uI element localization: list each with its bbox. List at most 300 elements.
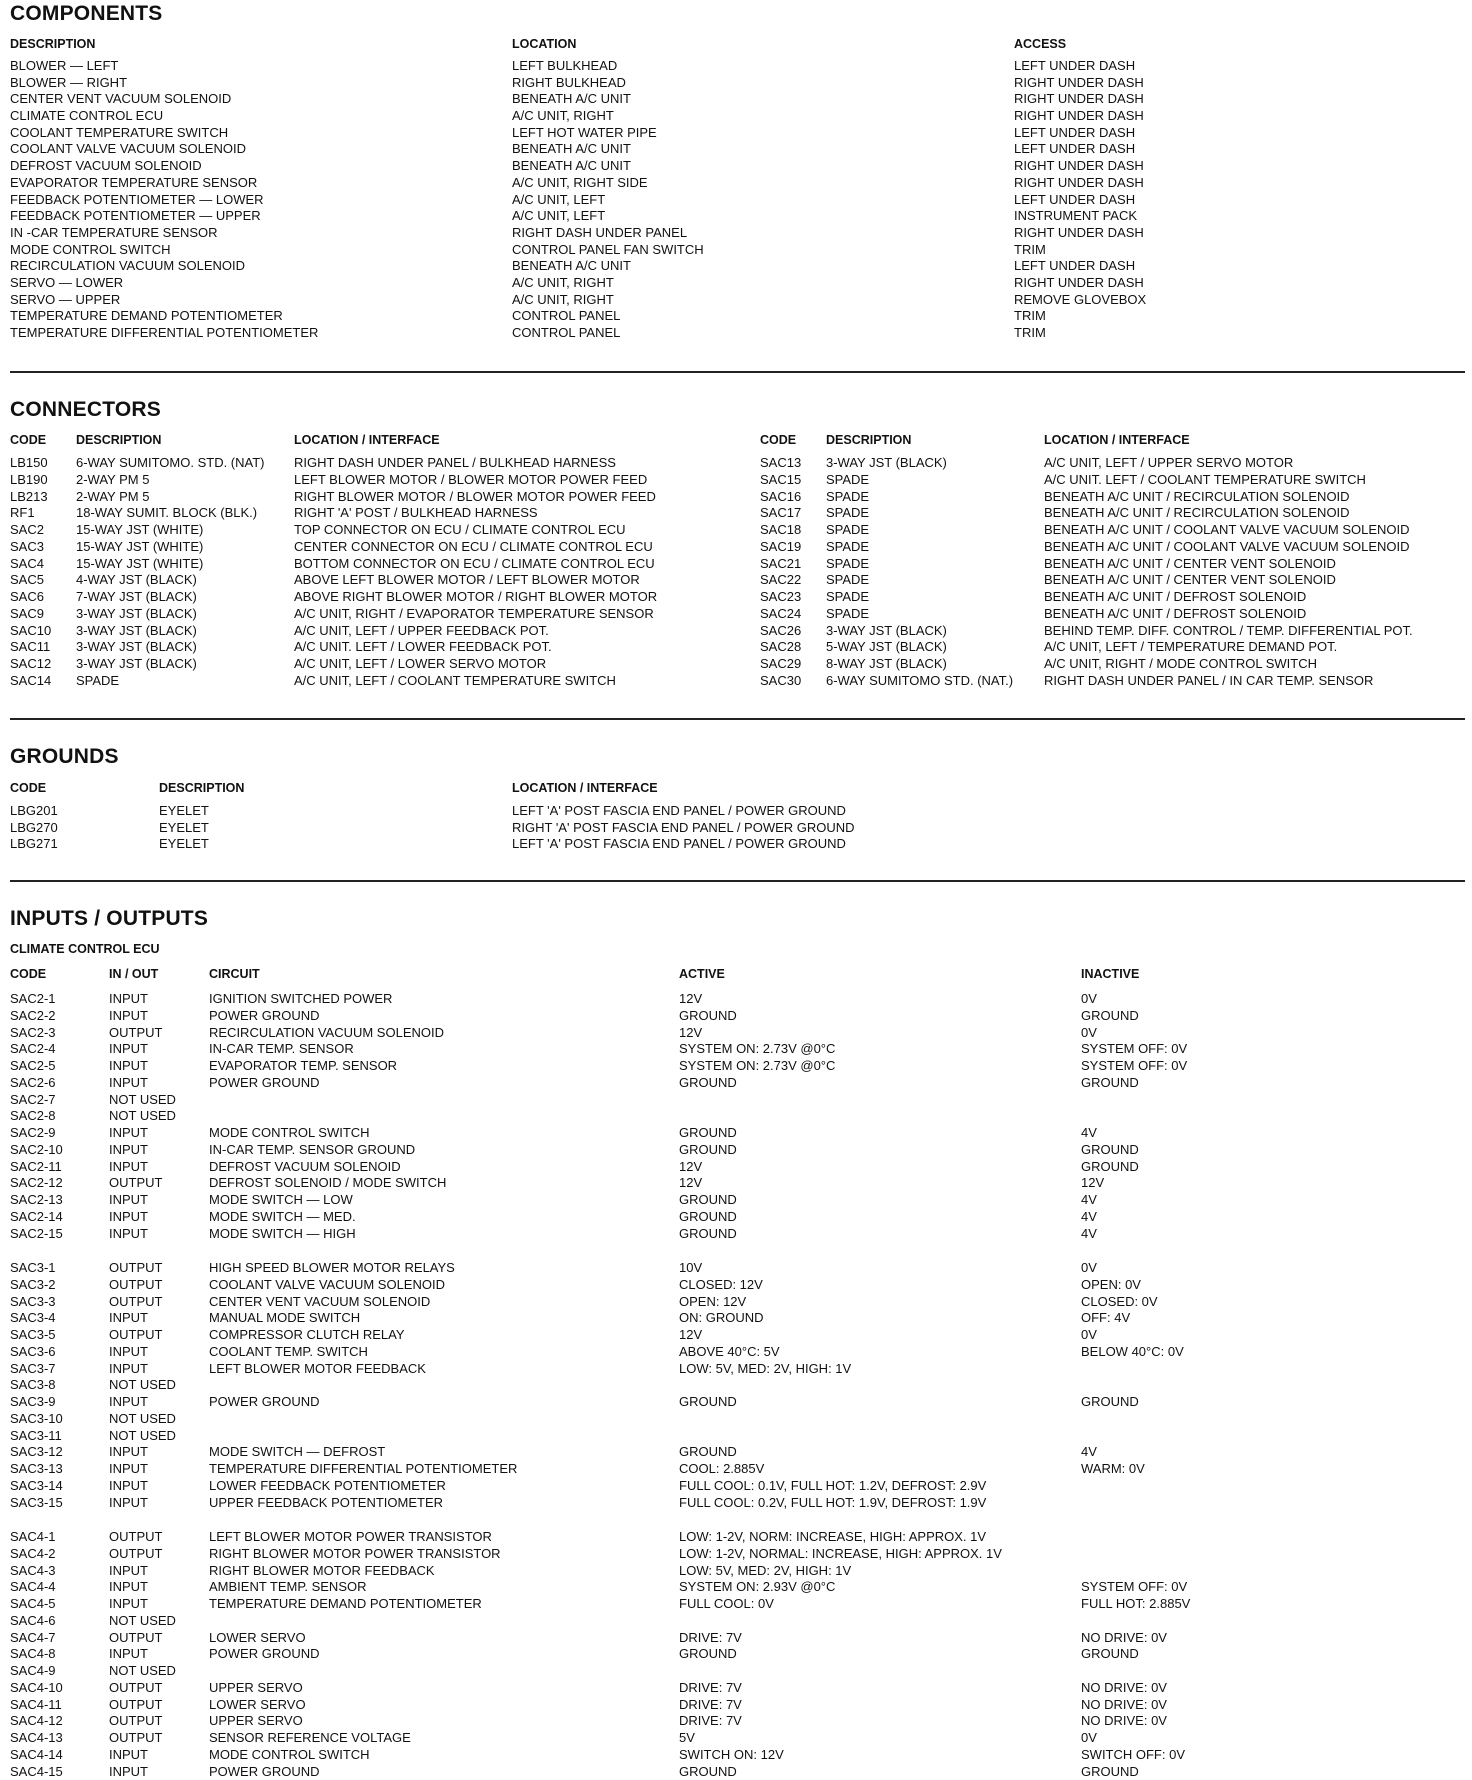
io-inactive-cell xyxy=(1081,1613,1190,1630)
component-location-cell: LEFT BULKHEAD xyxy=(512,58,704,75)
io-inactive-cell: NO DRIVE: 0V xyxy=(1081,1713,1190,1730)
connector-description-cell: 2-WAY PM 5 xyxy=(76,489,265,506)
io-code-cell: SAC3-6 xyxy=(10,1344,63,1361)
io-inactive-cell xyxy=(1081,1377,1184,1394)
io-active-cell: GROUND xyxy=(679,1764,1002,1780)
component-description-cell: COOLANT TEMPERATURE SWITCH xyxy=(10,125,318,142)
grounds-location-header: LOCATION / INTERFACE xyxy=(512,781,658,795)
io-circuit-cell: COOLANT TEMP. SWITCH xyxy=(209,1344,517,1361)
io-active-cell: COOL: 2.885V xyxy=(679,1461,986,1478)
connector-description-cell: 3-WAY JST (BLACK) xyxy=(826,455,1013,472)
ground-code-cell: LBG270 xyxy=(10,820,58,837)
connector-location-cell: LEFT BLOWER MOTOR / BLOWER MOTOR POWER FEED xyxy=(294,472,657,489)
component-access-cell: RIGHT UNDER DASH xyxy=(1014,158,1146,175)
io-code-cell: SAC4-13 xyxy=(10,1730,63,1747)
connector-location-cell: RIGHT 'A' POST / BULKHEAD HARNESS xyxy=(294,505,657,522)
io-circuit-cell: POWER GROUND xyxy=(209,1394,517,1411)
io-active-cell: DRIVE: 7V xyxy=(679,1697,1002,1714)
io-inout-column xyxy=(109,1260,176,1511)
connector-location-cell: BENEATH A/C UNIT / DEFROST SOLENOID xyxy=(1044,589,1413,606)
io-active-cell: 12V xyxy=(679,1025,835,1042)
io-inout-cell: INPUT xyxy=(109,1461,176,1478)
component-access-cell: LEFT UNDER DASH xyxy=(1014,192,1146,209)
io-active-cell xyxy=(679,1411,986,1428)
component-location-cell: CONTROL PANEL FAN SWITCH xyxy=(512,242,704,259)
io-inout-cell: INPUT xyxy=(109,1596,176,1613)
io-code-cell: SAC2-13 xyxy=(10,1192,63,1209)
connector-location-cell: TOP CONNECTOR ON ECU / CLIMATE CONTROL ECU xyxy=(294,522,657,539)
ground-description-cell: EYELET xyxy=(159,803,209,820)
connector-code-cell: SAC3 xyxy=(10,539,51,556)
connector-code-cell: SAC14 xyxy=(10,673,51,690)
connector-location-cell: BENEATH A/C UNIT / DEFROST SOLENOID xyxy=(1044,606,1413,623)
io-inout-cell: INPUT xyxy=(109,991,176,1008)
connector-code-cell: SAC30 xyxy=(760,673,801,690)
connector-location-cell: RIGHT DASH UNDER PANEL / IN CAR TEMP. SENSOR xyxy=(1044,673,1413,690)
io-active-cell: GROUND xyxy=(679,1192,835,1209)
io-inout-cell: INPUT xyxy=(109,1478,176,1495)
connector-code-cell: SAC24 xyxy=(760,606,801,623)
io-circuit-cell: MODE SWITCH — MED. xyxy=(209,1209,446,1226)
io-code-cell: SAC4-1 xyxy=(10,1529,63,1546)
connector-code-cell: SAC16 xyxy=(760,489,801,506)
io-inout-cell: INPUT xyxy=(109,1310,176,1327)
io-circuit-cell: MODE CONTROL SWITCH xyxy=(209,1125,446,1142)
connector-code-cell: SAC13 xyxy=(760,455,801,472)
ground-code-column xyxy=(10,803,58,853)
io-active-cell: SYSTEM ON: 2.73V @0°C xyxy=(679,1041,835,1058)
grounds-description-header: DESCRIPTION xyxy=(159,781,244,795)
connector-description-cell: SPADE xyxy=(826,539,1013,556)
io-active-cell xyxy=(679,1377,986,1394)
connector-description-cell: 7-WAY JST (BLACK) xyxy=(76,589,265,606)
io-circuit-cell: RECIRCULATION VACUUM SOLENOID xyxy=(209,1025,446,1042)
io-active-cell: GROUND xyxy=(679,1075,835,1092)
io-inactive-column xyxy=(1081,1529,1190,1780)
io-circuit-cell xyxy=(209,1108,446,1125)
io-inactive-cell: 12V xyxy=(1081,1175,1187,1192)
io-inactive-cell xyxy=(1081,1108,1187,1125)
io-active-cell: DRIVE: 7V xyxy=(679,1630,1002,1647)
connector-location-cell: BENEATH A/C UNIT / RECIRCULATION SOLENOID xyxy=(1044,505,1413,522)
component-description-cell: SERVO — UPPER xyxy=(10,292,318,309)
connector-description-cell: 6-WAY SUMITOMO. STD. (NAT) xyxy=(76,455,265,472)
io-inactive-cell: SWITCH OFF: 0V xyxy=(1081,1747,1190,1764)
io-circuit-cell: SENSOR REFERENCE VOLTAGE xyxy=(209,1730,501,1747)
connector-code-cell: SAC17 xyxy=(760,505,801,522)
io-circuit-cell: COMPRESSOR CLUTCH RELAY xyxy=(209,1327,517,1344)
io-circuit-cell: MODE SWITCH — HIGH xyxy=(209,1226,446,1243)
io-inactive-column xyxy=(1081,1260,1184,1511)
io-active-cell: 12V xyxy=(679,1327,986,1344)
connector-description-column xyxy=(76,455,265,690)
io-active-cell: SYSTEM ON: 2.73V @0°C xyxy=(679,1058,835,1075)
connector-description-cell: 15-WAY JST (WHITE) xyxy=(76,539,265,556)
connectors-location-header-right: LOCATION / INTERFACE xyxy=(1044,433,1190,447)
io-inactive-cell xyxy=(1081,1428,1184,1445)
component-description-cell: MODE CONTROL SWITCH xyxy=(10,242,318,259)
connector-location-cell: A/C UNIT, LEFT / LOWER SERVO MOTOR xyxy=(294,656,657,673)
io-circuit-cell: POWER GROUND xyxy=(209,1075,446,1092)
connector-location-cell: BENEATH A/C UNIT / CENTER VENT SOLENOID xyxy=(1044,556,1413,573)
connector-description-cell: 3-WAY JST (BLACK) xyxy=(76,623,265,640)
components-description-header: DESCRIPTION xyxy=(10,37,95,51)
io-inactive-cell: 0V xyxy=(1081,1260,1184,1277)
component-access-cell: LEFT UNDER DASH xyxy=(1014,58,1146,75)
io-circuit-cell: IN-CAR TEMP. SENSOR GROUND xyxy=(209,1142,446,1159)
io-active-cell: SWITCH ON: 12V xyxy=(679,1747,1002,1764)
io-inout-column xyxy=(109,1529,176,1780)
io-code-cell: SAC3-5 xyxy=(10,1327,63,1344)
connector-code-cell: SAC11 xyxy=(10,639,51,656)
connector-code-cell: SAC29 xyxy=(760,656,801,673)
connector-description-cell: SPADE xyxy=(826,522,1013,539)
connector-location-cell: ABOVE RIGHT BLOWER MOTOR / RIGHT BLOWER MOTOR xyxy=(294,589,657,606)
connector-code-cell: SAC10 xyxy=(10,623,51,640)
io-active-cell: 5V xyxy=(679,1730,1002,1747)
io-inactive-cell: 0V xyxy=(1081,1025,1187,1042)
connector-code-cell: SAC5 xyxy=(10,572,51,589)
io-code-cell: SAC4-15 xyxy=(10,1764,63,1780)
io-circuit-cell xyxy=(209,1411,517,1428)
io-code-column xyxy=(10,1260,63,1511)
connector-description-cell: 3-WAY JST (BLACK) xyxy=(76,656,265,673)
io-active-cell: 12V xyxy=(679,1175,835,1192)
component-description-cell: DEFROST VACUUM SOLENOID xyxy=(10,158,318,175)
io-code-cell: SAC2-12 xyxy=(10,1175,63,1192)
ground-code-cell: LBG201 xyxy=(10,803,58,820)
io-circuit-cell: LEFT BLOWER MOTOR POWER TRANSISTOR xyxy=(209,1529,501,1546)
connector-location-cell: A/C UNIT, RIGHT / MODE CONTROL SWITCH xyxy=(1044,656,1413,673)
io-circuit-cell xyxy=(209,1092,446,1109)
io-code-cell: SAC4-14 xyxy=(10,1747,63,1764)
io-circuit-cell: CENTER VENT VACUUM SOLENOID xyxy=(209,1294,517,1311)
io-active-cell: GROUND xyxy=(679,1444,986,1461)
io-inout-cell: OUTPUT xyxy=(109,1025,176,1042)
io-inout-cell: INPUT xyxy=(109,1075,176,1092)
io-inactive-cell: NO DRIVE: 0V xyxy=(1081,1680,1190,1697)
connector-location-cell: A/C UNIT, LEFT / UPPER FEEDBACK POT. xyxy=(294,623,657,640)
io-inactive-cell: 4V xyxy=(1081,1125,1187,1142)
io-inout-cell: OUTPUT xyxy=(109,1680,176,1697)
connector-location-cell: BENEATH A/C UNIT / COOLANT VALVE VACUUM SOLENOID xyxy=(1044,539,1413,556)
component-description-column xyxy=(10,58,318,342)
io-inactive-cell: NO DRIVE: 0V xyxy=(1081,1697,1190,1714)
connector-description-cell: 15-WAY JST (WHITE) xyxy=(76,522,265,539)
io-circuit-column xyxy=(209,1529,501,1780)
io-inactive-cell: NO DRIVE: 0V xyxy=(1081,1630,1190,1647)
io-active-cell: 12V xyxy=(679,1159,835,1176)
io-active-column xyxy=(679,991,835,1242)
io-inout-cell: INPUT xyxy=(109,1226,176,1243)
io-code-cell: SAC4-5 xyxy=(10,1596,63,1613)
io-active-cell: DRIVE: 7V xyxy=(679,1713,1002,1730)
io-code-cell: SAC3-11 xyxy=(10,1428,63,1445)
component-access-cell: LEFT UNDER DASH xyxy=(1014,125,1146,142)
io-code-cell: SAC3-12 xyxy=(10,1444,63,1461)
ground-description-cell: EYELET xyxy=(159,820,209,837)
io-inactive-cell: OFF: 4V xyxy=(1081,1310,1184,1327)
io-circuit-column xyxy=(209,991,446,1242)
connector-description-cell: 5-WAY JST (BLACK) xyxy=(826,639,1013,656)
ground-location-cell: RIGHT 'A' POST FASCIA END PANEL / POWER GROUND xyxy=(512,820,855,837)
ground-code-cell: LBG271 xyxy=(10,836,58,853)
connector-description-cell: SPADE xyxy=(76,673,265,690)
io-code-header: CODE xyxy=(10,967,46,981)
section-divider xyxy=(10,718,1465,720)
component-location-cell: CONTROL PANEL xyxy=(512,325,704,342)
io-circuit-cell: AMBIENT TEMP. SENSOR xyxy=(209,1579,501,1596)
io-code-cell: SAC3-8 xyxy=(10,1377,63,1394)
io-code-cell: SAC3-13 xyxy=(10,1461,63,1478)
io-inactive-cell: GROUND xyxy=(1081,1646,1190,1663)
component-access-cell: LEFT UNDER DASH xyxy=(1014,141,1146,158)
io-circuit-cell: POWER GROUND xyxy=(209,1008,446,1025)
io-inout-cell: INPUT xyxy=(109,1361,176,1378)
connector-description-cell: 3-WAY JST (BLACK) xyxy=(76,606,265,623)
connector-location-cell: A/C UNIT, LEFT / UPPER SERVO MOTOR xyxy=(1044,455,1413,472)
io-inactive-cell: BELOW 40°C: 0V xyxy=(1081,1344,1184,1361)
io-inout-cell: OUTPUT xyxy=(109,1260,176,1277)
io-circuit-cell: POWER GROUND xyxy=(209,1764,501,1780)
io-circuit-cell: MANUAL MODE SWITCH xyxy=(209,1310,517,1327)
component-description-cell: FEEDBACK POTENTIOMETER — UPPER xyxy=(10,208,318,225)
component-access-cell: INSTRUMENT PACK xyxy=(1014,208,1146,225)
component-description-cell: BLOWER — LEFT xyxy=(10,58,318,75)
io-active-cell: GROUND xyxy=(679,1646,1002,1663)
io-inactive-cell: 4V xyxy=(1081,1192,1187,1209)
component-location-cell: RIGHT DASH UNDER PANEL xyxy=(512,225,704,242)
io-circuit-cell: POWER GROUND xyxy=(209,1646,501,1663)
io-active-cell: LOW: 1-2V, NORMAL: INCREASE, HIGH: APPROX. 1V xyxy=(679,1546,1002,1563)
io-inout-cell: INPUT xyxy=(109,1008,176,1025)
io-circuit-cell: LEFT BLOWER MOTOR FEEDBACK xyxy=(209,1361,517,1378)
io-inout-cell: INPUT xyxy=(109,1041,176,1058)
io-inactive-cell xyxy=(1081,1563,1190,1580)
io-inout-cell: INPUT xyxy=(109,1646,176,1663)
component-description-cell: COOLANT VALVE VACUUM SOLENOID xyxy=(10,141,318,158)
io-code-column xyxy=(10,1529,63,1780)
io-inactive-column xyxy=(1081,991,1187,1242)
io-inout-cell: OUTPUT xyxy=(109,1546,176,1563)
component-access-cell: RIGHT UNDER DASH xyxy=(1014,225,1146,242)
io-code-cell: SAC3-9 xyxy=(10,1394,63,1411)
components-title: COMPONENTS xyxy=(10,2,163,26)
connector-description-cell: SPADE xyxy=(826,606,1013,623)
component-location-cell: BENEATH A/C UNIT xyxy=(512,91,704,108)
io-active-cell: GROUND xyxy=(679,1142,835,1159)
io-circuit-cell: TEMPERATURE DIFFERENTIAL POTENTIOMETER xyxy=(209,1461,517,1478)
io-inout-cell: INPUT xyxy=(109,1209,176,1226)
io-code-cell: SAC2-3 xyxy=(10,1025,63,1042)
io-circuit-cell: RIGHT BLOWER MOTOR FEEDBACK xyxy=(209,1563,501,1580)
connectors-description-header-right: DESCRIPTION xyxy=(826,433,911,447)
component-location-column xyxy=(512,58,704,342)
connector-code-cell: SAC12 xyxy=(10,656,51,673)
io-code-cell: SAC4-9 xyxy=(10,1663,63,1680)
connector-location-cell: ABOVE LEFT BLOWER MOTOR / LEFT BLOWER MOTOR xyxy=(294,572,657,589)
io-inactive-cell: GROUND xyxy=(1081,1075,1187,1092)
io-inactive-cell: 4V xyxy=(1081,1444,1184,1461)
io-active-cell xyxy=(679,1613,1002,1630)
component-location-cell: BENEATH A/C UNIT xyxy=(512,158,704,175)
io-code-cell: SAC2-2 xyxy=(10,1008,63,1025)
io-active-column xyxy=(679,1529,1002,1780)
connector-description-cell: SPADE xyxy=(826,472,1013,489)
component-location-cell: RIGHT BULKHEAD xyxy=(512,75,704,92)
component-location-cell: BENEATH A/C UNIT xyxy=(512,258,704,275)
component-access-cell: LEFT UNDER DASH xyxy=(1014,258,1146,275)
component-description-cell: TEMPERATURE DEMAND POTENTIOMETER xyxy=(10,308,318,325)
component-access-cell: REMOVE GLOVEBOX xyxy=(1014,292,1146,309)
io-active-cell: DRIVE: 7V xyxy=(679,1680,1002,1697)
io-active-cell: SYSTEM ON: 2.93V @0°C xyxy=(679,1579,1002,1596)
io-circuit-cell: MODE SWITCH — DEFROST xyxy=(209,1444,517,1461)
component-location-cell: A/C UNIT, LEFT xyxy=(512,208,704,225)
io-inout-cell: NOT USED xyxy=(109,1377,176,1394)
connector-code-cell: SAC18 xyxy=(760,522,801,539)
component-access-cell: TRIM xyxy=(1014,308,1146,325)
io-circuit-cell: DEFROST SOLENOID / MODE SWITCH xyxy=(209,1175,446,1192)
component-access-cell: RIGHT UNDER DASH xyxy=(1014,175,1146,192)
io-code-cell: SAC3-2 xyxy=(10,1277,63,1294)
connector-code-cell: LB190 xyxy=(10,472,51,489)
io-circuit-cell: UPPER FEEDBACK POTENTIOMETER xyxy=(209,1495,517,1512)
component-description-cell: FEEDBACK POTENTIOMETER — LOWER xyxy=(10,192,318,209)
io-inout-cell: INPUT xyxy=(109,1579,176,1596)
io-code-cell: SAC3-10 xyxy=(10,1411,63,1428)
connector-location-cell: BOTTOM CONNECTOR ON ECU / CLIMATE CONTROL ECU xyxy=(294,556,657,573)
io-circuit-cell: UPPER SERVO xyxy=(209,1680,501,1697)
io-circuit-cell: HIGH SPEED BLOWER MOTOR RELAYS xyxy=(209,1260,517,1277)
io-inout-header: IN / OUT xyxy=(109,967,158,981)
io-code-cell: SAC2-9 xyxy=(10,1125,63,1142)
io-inout-cell: INPUT xyxy=(109,1344,176,1361)
section-divider xyxy=(10,371,1465,373)
io-active-cell: FULL COOL: 0V xyxy=(679,1596,1002,1613)
component-location-cell: A/C UNIT, RIGHT xyxy=(512,292,704,309)
connector-description-cell: 8-WAY JST (BLACK) xyxy=(826,656,1013,673)
connector-location-cell: BENEATH A/C UNIT / CENTER VENT SOLENOID xyxy=(1044,572,1413,589)
io-subtitle: CLIMATE CONTROL ECU xyxy=(10,942,160,956)
io-circuit-cell: TEMPERATURE DEMAND POTENTIOMETER xyxy=(209,1596,501,1613)
io-inout-cell: INPUT xyxy=(109,1058,176,1075)
io-circuit-cell: UPPER SERVO xyxy=(209,1713,501,1730)
connector-code-cell: SAC26 xyxy=(760,623,801,640)
connector-code-column xyxy=(760,455,801,690)
io-inactive-cell: 4V xyxy=(1081,1226,1187,1243)
io-inactive-cell: GROUND xyxy=(1081,1764,1190,1780)
io-inactive-cell: GROUND xyxy=(1081,1142,1187,1159)
io-inout-cell: INPUT xyxy=(109,1125,176,1142)
connector-location-cell: CENTER CONNECTOR ON ECU / CLIMATE CONTROL ECU xyxy=(294,539,657,556)
component-location-cell: A/C UNIT, LEFT xyxy=(512,192,704,209)
io-inout-cell: INPUT xyxy=(109,1495,176,1512)
io-inout-cell: NOT USED xyxy=(109,1411,176,1428)
io-inout-cell: OUTPUT xyxy=(109,1294,176,1311)
connector-description-cell: SPADE xyxy=(826,489,1013,506)
ground-location-cell: LEFT 'A' POST FASCIA END PANEL / POWER GROUND xyxy=(512,803,855,820)
io-active-cell xyxy=(679,1108,835,1125)
io-inactive-cell xyxy=(1081,1546,1190,1563)
io-code-cell: SAC4-11 xyxy=(10,1697,63,1714)
io-code-cell: SAC4-2 xyxy=(10,1546,63,1563)
io-inactive-cell xyxy=(1081,1411,1184,1428)
io-code-cell: SAC2-8 xyxy=(10,1108,63,1125)
io-code-cell: SAC2-5 xyxy=(10,1058,63,1075)
io-inout-cell: OUTPUT xyxy=(109,1277,176,1294)
connector-location-column xyxy=(1044,455,1413,690)
component-description-cell: EVAPORATOR TEMPERATURE SENSOR xyxy=(10,175,318,192)
connector-description-cell: 6-WAY SUMITOMO STD. (NAT.) xyxy=(826,673,1013,690)
section-divider xyxy=(10,880,1465,882)
connector-code-cell: SAC28 xyxy=(760,639,801,656)
io-code-cell: SAC3-4 xyxy=(10,1310,63,1327)
connector-description-cell: 15-WAY JST (WHITE) xyxy=(76,556,265,573)
connector-code-cell: RF1 xyxy=(10,505,51,522)
io-code-cell: SAC3-1 xyxy=(10,1260,63,1277)
io-code-cell: SAC2-4 xyxy=(10,1041,63,1058)
io-active-cell: GROUND xyxy=(679,1209,835,1226)
connector-description-cell: 2-WAY PM 5 xyxy=(76,472,265,489)
io-inout-cell: INPUT xyxy=(109,1764,176,1780)
ground-location-column xyxy=(512,803,855,853)
io-code-cell: SAC4-8 xyxy=(10,1646,63,1663)
component-location-cell: A/C UNIT, RIGHT SIDE xyxy=(512,175,704,192)
io-circuit-header: CIRCUIT xyxy=(209,967,260,981)
io-active-cell: 10V xyxy=(679,1260,986,1277)
io-circuit-cell: LOWER SERVO xyxy=(209,1697,501,1714)
io-active-cell: GROUND xyxy=(679,1125,835,1142)
components-access-header: ACCESS xyxy=(1014,37,1066,51)
io-circuit-cell: IN-CAR TEMP. SENSOR xyxy=(209,1041,446,1058)
connectors-description-header: DESCRIPTION xyxy=(76,433,161,447)
component-location-cell: A/C UNIT, RIGHT xyxy=(512,275,704,292)
connector-location-cell: A/C UNIT. LEFT / LOWER FEEDBACK POT. xyxy=(294,639,657,656)
io-title: INPUTS / OUTPUTS xyxy=(10,907,208,931)
io-code-cell: SAC4-12 xyxy=(10,1713,63,1730)
io-inout-cell: OUTPUT xyxy=(109,1630,176,1647)
io-inactive-cell: WARM: 0V xyxy=(1081,1461,1184,1478)
io-circuit-cell: RIGHT BLOWER MOTOR POWER TRANSISTOR xyxy=(209,1546,501,1563)
io-active-cell: LOW: 1-2V, NORM: INCREASE, HIGH: APPROX. 1V xyxy=(679,1529,1002,1546)
io-code-cell: SAC3-7 xyxy=(10,1361,63,1378)
io-inout-cell: INPUT xyxy=(109,1444,176,1461)
io-inactive-cell: SYSTEM OFF: 0V xyxy=(1081,1041,1187,1058)
io-inactive-cell: OPEN: 0V xyxy=(1081,1277,1184,1294)
io-code-cell: SAC2-6 xyxy=(10,1075,63,1092)
connector-description-column xyxy=(826,455,1013,690)
component-location-cell: LEFT HOT WATER PIPE xyxy=(512,125,704,142)
connector-location-cell: A/C UNIT, RIGHT / EVAPORATOR TEMPERATURE SENSOR xyxy=(294,606,657,623)
io-code-cell: SAC4-3 xyxy=(10,1563,63,1580)
component-description-cell: TEMPERATURE DIFFERENTIAL POTENTIOMETER xyxy=(10,325,318,342)
grounds-title: GROUNDS xyxy=(10,745,119,769)
connector-location-column xyxy=(294,455,657,690)
io-code-cell: SAC4-7 xyxy=(10,1630,63,1647)
io-circuit-cell: IGNITION SWITCHED POWER xyxy=(209,991,446,1008)
connector-code-cell: SAC6 xyxy=(10,589,51,606)
connector-code-cell: SAC19 xyxy=(760,539,801,556)
io-inout-cell: INPUT xyxy=(109,1747,176,1764)
io-code-cell: SAC2-11 xyxy=(10,1159,63,1176)
io-active-cell xyxy=(679,1663,1002,1680)
io-circuit-cell: COOLANT VALVE VACUUM SOLENOID xyxy=(209,1277,517,1294)
connector-code-cell: SAC2 xyxy=(10,522,51,539)
component-access-cell: RIGHT UNDER DASH xyxy=(1014,75,1146,92)
io-circuit-cell: LOWER SERVO xyxy=(209,1630,501,1647)
io-code-cell: SAC2-14 xyxy=(10,1209,63,1226)
